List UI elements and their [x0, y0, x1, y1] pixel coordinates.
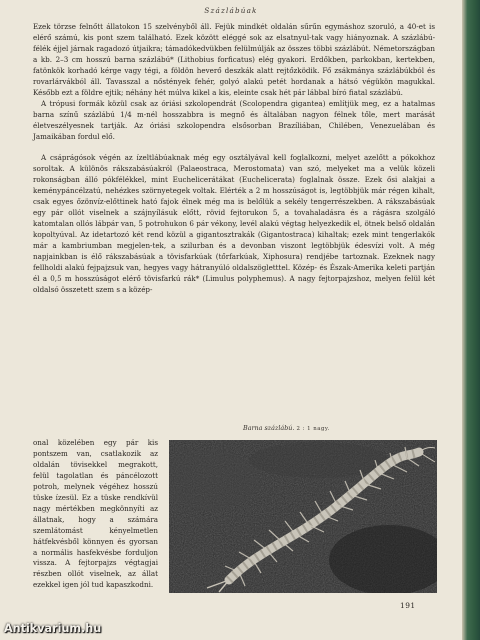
main-text — [33, 22, 435, 296]
running-head: Százlábúak — [204, 6, 258, 15]
paragraph-2: A trópusi formák közül csak az óriási szkolopendrát (Scolopendra gigantea) említjük meg, ez a hatalmas barna színű százlábú 1/4 m-nél hosszabbra is megnő és általában nagyon félnek tőle, mert marását életveszélyesnek tartják. Az óriási szkolopendra elsősorban Brazíliában, Chilében, Venezuelában és Jamaikában fordul elő. — [33, 98, 435, 141]
caption-text: Barna százlábú. — [243, 424, 295, 432]
page-number: 191 — [400, 601, 416, 610]
paragraph-3: A csáprágósok végén az ízeltlábúaknak még egy osztályával kell foglalkozni, melyet azelőtt a pókokhoz soroltak. A különös rákszabásúakról (Palaeostraca, Merostomata) van szó, melyeket ma a velük közeli rokonságban álló pókfélékkel, mint Euchelicerátákat (Euchelicerata) foglalnak össze. Ezek ősi alakjai a keménypáncélzatú, nehézkes szörnyetegek voltak. Elérték a 2 m hosszúságot is, legtöbbjük már régen kihalt, csak egyes őzönvíz-előttinek ható fajok élnek még ma is belőlük a sekély tengerrészekben. A rákszabásúak egy pár ollót viselnek a szájnyílásuk előtt, rövid fejtorukon 5, a tovahaladásra és a rágásra szolgáló katomtalan ollós lábpár van, 5 potrohukon 6 pár vékony, levél alakú végtag helyezkedik el, ötnek belső oldalán kopoltyúval. Az idetartozó két rend közül a gigantosztrakák (Gigantostraca) kihaltak; ezek mint tengerlakók már a kambriumban megjelen-tek, a szilurban és a devonban viszont legtöbbjük édesvízi volt. A még napjainkban is élő rákszabásúak a tövisfarkúak (tőrfarkúak, Xiphosura) rendjébe tartoznak. Ezeknek nagy fellholdi alakú fejpajzsuk van, hegyes vagy hátranyúló oldalszögletttel. Közép- és Észak-Amerika keleti partján él a 0,5 m hosszúságot elérő tövisfarkú rák* (Limulus polyphemus). A nagy fejtorpajzshoz, melyen felül két oldalsó összetett szem s a közép- — [33, 153, 435, 294]
caption-scale: 2 : 1 nagy. — [296, 426, 330, 432]
book-spine — [462, 0, 480, 640]
watermark-logo: Antikvarium.hu — [4, 622, 102, 635]
centipede-illustration — [169, 440, 437, 593]
figure-caption — [243, 424, 443, 432]
wrapped-text — [33, 438, 158, 591]
centipede-photo — [169, 440, 437, 593]
paragraph-1: Ezek törzse felnőtt állatokon 15 szelvényből áll. Fejük mindkét oldalán sűrűn egymáshoz szoruló, a 40-et is elérő számú, kis pont szem található. Ezek között eléggé sok az elsatnyul-tak vagy hiányoznak. A százlábú-félék éjjel járnak ragadozó útjaikra; támadókedvükben felülmúlják az összes többi százlábút. Németországban a kb. 2–3 cm hosszú barna százlábú* (Lithobius forficatus) elég gyakori. Erdőkben, parkokban, kertekben, fatönkök korhadó kérge vagy tégi, a földön heverő deszkák alatt rejtőzködik. Fő zsákmánya százlábúkból és rovarlárvákból áll. Tavasszal a nőstények fehér, golyó alakú petét hordanak a hátsó végükön magukkal. Később ezt a földre ejtik; néhány hét múlva kikel a kis, eleinte csak hét pár lábbal bíró fiatal százlábú. — [33, 22, 435, 97]
wrapped-paragraph: onal közelében egy pár kis pontszem van, csatlakozik az oldalán tövisekkel megrakott, felül tagolatlan és páncélozott potroh, melynek végéhez hosszú tüske ízesül. Ez a tüske rendkívül nagy mértékben megkönnyíti az állatnak, hogy a számára szemlátomást kényelmetlen hátfekvésből könnyen és gyorsan a normális hasfekvésbe forduljon vissza. A fejtorpajzs végtagjai részben ollót viselnek, az állat ezekkel igen jól tud kapaszkodni. — [33, 438, 158, 590]
